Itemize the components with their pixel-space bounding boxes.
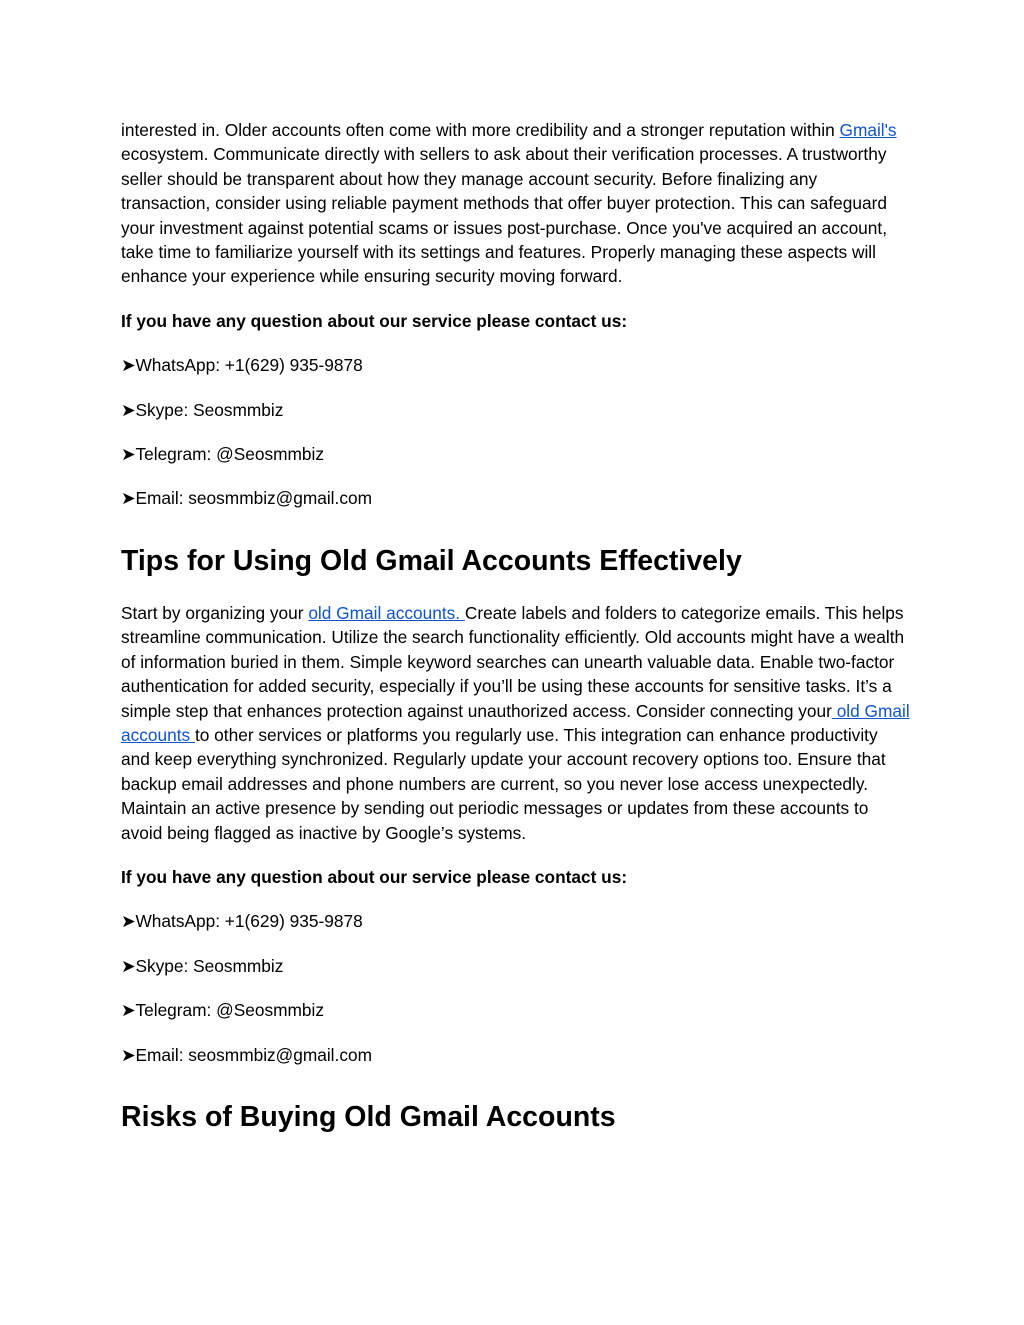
gmail-link[interactable]: Gmail's: [839, 120, 897, 140]
contact-whatsapp: ➤WhatsApp: +1(629) 935-9878: [121, 355, 363, 376]
old-gmail-accounts-link[interactable]: old Gmail accounts.: [308, 602, 465, 623]
contact-telegram-2: ➤Telegram: @Seosmmbiz: [121, 1000, 324, 1021]
contact-title: If you have any question about our service please contact us:: [121, 310, 628, 331]
contact-title-2: If you have any question about our service please contact us:: [121, 866, 628, 887]
tips-text-start: Start by organizing your: [121, 602, 309, 623]
tips-text-end: to other services or platforms you regularly use. This integration can enhance productivity and keep everything synchronized. Regularly update your account recovery options too. Ensure that backup email addresses and phone numbers are current, so you never lose access unexpectedly. Maintain an active presence by sending out periodic messages or updates from these accounts to avoid being flagged as inactive by Google’s systems.: [121, 724, 886, 843]
tips-text-middle: Create labels and folders to categorize emails. This helps streamline communication. Utilize the search functionality efficiently. Old accounts might have a wealth of information buried in them. Simple keyword searches can unearth valuable data. Enable two-factor authentication for added security, especially if you’ll be using these accounts for sensitive tasks. It’s a simple step that enhances protection against unauthorized access. Consider connecting your: [121, 602, 905, 721]
intro-paragraph: [121, 118, 911, 289]
contact-email: ➤Email: seosmmbiz@gmail.com: [121, 488, 372, 509]
document-page: [121, 118, 911, 1157]
contact-whatsapp-2: ➤WhatsApp: +1(629) 935-9878: [121, 911, 363, 932]
contact-email-2: ➤Email: seosmmbiz@gmail.com: [121, 1044, 372, 1065]
contact-skype-2: ➤Skype: Seosmmbiz: [121, 955, 284, 976]
section-heading-tips: Tips for Using Old Gmail Accounts Effectively: [121, 544, 742, 577]
intro-text-start: interested in. Older accounts often come with more credibility and a stronger reputation within: [121, 120, 840, 140]
intro-text-rest: ecosystem. Communicate directly with sellers to ask about their verification processes. A trustworthy seller should be transparent about how they manage account security. Before finalizing any transaction, consider using reliable payment methods that offer buyer protection. This can safeguard your investment against potential scams or issues post-purchase. Once you've acquired an account, take time to familiarize yourself with its settings and features. Properly managing these aspects will enhance your experience while ensuring security moving forward.: [121, 144, 888, 287]
contact-telegram: ➤Telegram: @Seosmmbiz: [121, 444, 324, 465]
contact-skype: ➤Skype: Seosmmbiz: [121, 399, 284, 420]
old-gmail-accounts-link-2[interactable]: old Gmail accounts: [121, 700, 910, 745]
tips-paragraph: [121, 601, 911, 845]
section-heading-risks: Risks of Buying Old Gmail Accounts: [121, 1100, 616, 1133]
